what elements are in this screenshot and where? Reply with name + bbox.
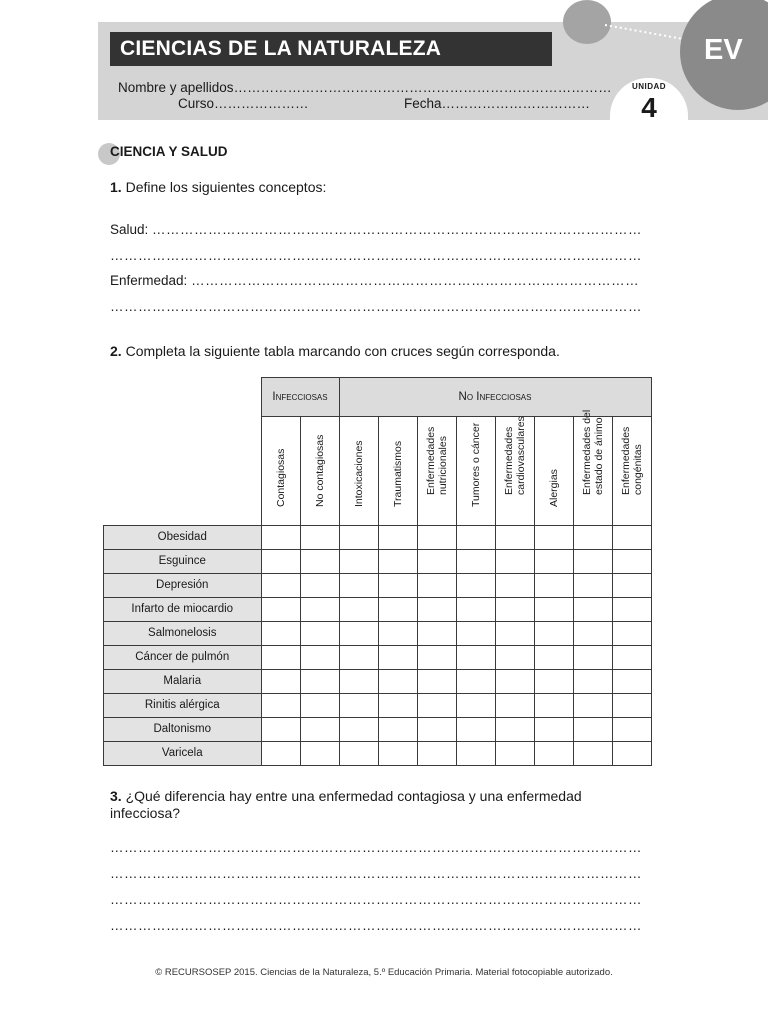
checkbox-cell[interactable] <box>495 622 534 646</box>
salud-dots: …………………………………………………………………………………………… <box>152 222 643 237</box>
name-field[interactable] <box>118 80 612 95</box>
question-1 <box>110 179 326 195</box>
checkbox-cell[interactable] <box>456 694 495 718</box>
checkbox-cell[interactable] <box>261 598 300 622</box>
checkbox-cell[interactable] <box>300 622 339 646</box>
checkbox-cell[interactable] <box>456 526 495 550</box>
checkbox-cell[interactable] <box>534 622 573 646</box>
checkbox-cell[interactable] <box>456 574 495 598</box>
checkbox-cell[interactable] <box>300 694 339 718</box>
checkbox-cell[interactable] <box>261 550 300 574</box>
course-dots: ………………… <box>214 96 309 111</box>
checkbox-cell[interactable] <box>300 670 339 694</box>
checkbox-cell[interactable] <box>573 718 612 742</box>
checkbox-cell[interactable] <box>573 598 612 622</box>
checkbox-cell[interactable] <box>339 622 378 646</box>
checkbox-cell[interactable] <box>261 646 300 670</box>
checkbox-cell[interactable] <box>534 598 573 622</box>
checkbox-cell[interactable] <box>612 742 651 766</box>
checkbox-cell[interactable] <box>378 718 417 742</box>
column-header: Tumores o cáncer <box>456 417 495 526</box>
question-1-number: 1. <box>110 179 122 195</box>
checkbox-cell[interactable] <box>339 718 378 742</box>
table-row <box>104 670 652 694</box>
checkbox-cell[interactable] <box>339 526 378 550</box>
column-header: Traumatismos <box>378 417 417 526</box>
table-corner <box>104 378 262 526</box>
table-row <box>104 646 652 670</box>
checkbox-cell[interactable] <box>378 598 417 622</box>
answer-line[interactable]: …………………………………………………………………………………………………… <box>110 892 642 907</box>
checkbox-cell[interactable] <box>534 670 573 694</box>
checkbox-cell[interactable] <box>339 550 378 574</box>
answer-line-4[interactable] <box>110 299 652 314</box>
table-row <box>104 574 652 598</box>
checkbox-cell[interactable] <box>573 622 612 646</box>
question-3-number: 3. <box>110 788 122 804</box>
enfermedad-label: Enfermedad: <box>110 273 188 288</box>
checkbox-cell[interactable] <box>573 550 612 574</box>
question-1-text: Define los siguientes conceptos: <box>125 179 327 195</box>
checkbox-cell[interactable] <box>300 718 339 742</box>
checkbox-cell[interactable] <box>573 742 612 766</box>
row-label: Daltonismo <box>104 718 262 742</box>
checkbox-cell[interactable] <box>495 718 534 742</box>
checkbox-cell[interactable] <box>612 550 651 574</box>
checkbox-cell[interactable] <box>417 742 456 766</box>
row-label: Depresión <box>104 574 262 598</box>
checkbox-cell[interactable] <box>339 646 378 670</box>
checkbox-cell[interactable] <box>456 622 495 646</box>
checkbox-cell[interactable] <box>534 742 573 766</box>
date-field[interactable] <box>404 96 590 111</box>
row-label: Rinitis alérgica <box>104 694 262 718</box>
line-dots: …………………………………………………………………………………………………… <box>110 248 642 263</box>
checkbox-cell[interactable] <box>573 574 612 598</box>
unit-number: 4 <box>641 92 657 123</box>
table-row <box>104 742 652 766</box>
checkbox-cell[interactable] <box>573 646 612 670</box>
checkbox-cell[interactable] <box>612 526 651 550</box>
decorative-circle <box>563 0 611 44</box>
checkbox-cell[interactable] <box>339 574 378 598</box>
name-dots: ………………………………………………………………………… <box>233 80 612 95</box>
column-header: Alergias <box>534 417 573 526</box>
section-title: CIENCIA Y SALUD <box>110 144 228 159</box>
answer-line-salud[interactable] <box>110 222 652 237</box>
checkbox-cell[interactable] <box>456 742 495 766</box>
checkbox-cell[interactable] <box>612 718 651 742</box>
checkbox-cell[interactable] <box>417 550 456 574</box>
row-label: Malaria <box>104 670 262 694</box>
checkbox-cell[interactable] <box>534 574 573 598</box>
column-header: No contagiosas <box>300 417 339 526</box>
checkbox-cell[interactable] <box>495 550 534 574</box>
group-header-no-infecciosas: No Infecciosas <box>339 378 651 417</box>
column-header: Enfermedades congénitas <box>612 417 651 526</box>
question-3 <box>110 788 650 822</box>
checkbox-cell[interactable] <box>534 646 573 670</box>
checkbox-cell[interactable] <box>456 550 495 574</box>
checkbox-cell[interactable] <box>378 526 417 550</box>
checkbox-cell[interactable] <box>495 598 534 622</box>
name-label: Nombre y apellidos <box>118 80 234 95</box>
group-header-infecciosas: Infecciosas <box>261 378 339 417</box>
checkbox-cell[interactable] <box>378 622 417 646</box>
line-dots: …………………………………………………………………………………………………… <box>110 299 642 314</box>
checkbox-cell[interactable] <box>300 742 339 766</box>
checkbox-cell[interactable] <box>456 598 495 622</box>
checkbox-cell[interactable] <box>534 550 573 574</box>
question-2-text: Completa la siguiente tabla marcando con cruces según corresponda. <box>125 343 560 359</box>
question-2 <box>110 343 560 359</box>
checkbox-cell[interactable] <box>612 646 651 670</box>
row-label: Cáncer de pulmón <box>104 646 262 670</box>
checkbox-cell[interactable] <box>456 646 495 670</box>
checkbox-cell[interactable] <box>300 646 339 670</box>
checkbox-cell[interactable] <box>534 694 573 718</box>
checkbox-cell[interactable] <box>612 598 651 622</box>
checkbox-cell[interactable] <box>300 598 339 622</box>
answer-line-2[interactable] <box>110 248 652 263</box>
checkbox-cell[interactable] <box>612 622 651 646</box>
checkbox-cell[interactable] <box>261 574 300 598</box>
checkbox-cell[interactable] <box>534 718 573 742</box>
row-label: Salmonelosis <box>104 622 262 646</box>
checkbox-cell[interactable] <box>495 646 534 670</box>
checkbox-cell[interactable] <box>417 718 456 742</box>
course-field[interactable] <box>178 96 309 111</box>
row-label: Obesidad <box>104 526 262 550</box>
checkbox-cell[interactable] <box>378 550 417 574</box>
checkbox-cell[interactable] <box>495 742 534 766</box>
table-row <box>104 526 652 550</box>
column-header: Enfermedades nutricionales <box>417 417 456 526</box>
table-row <box>104 550 652 574</box>
answer-line[interactable]: …………………………………………………………………………………………………… <box>110 918 642 933</box>
enfermedad-dots: …………………………………………………………………………………… <box>191 273 640 288</box>
checkbox-cell[interactable] <box>573 694 612 718</box>
checkbox-cell[interactable] <box>300 526 339 550</box>
table-row <box>104 694 652 718</box>
table-row <box>104 718 652 742</box>
answer-line[interactable]: …………………………………………………………………………………………………… <box>110 866 642 881</box>
checkbox-cell[interactable] <box>378 742 417 766</box>
checkbox-cell[interactable] <box>261 694 300 718</box>
checkbox-cell[interactable] <box>261 718 300 742</box>
column-header: Intoxicaciones <box>339 417 378 526</box>
checkbox-cell[interactable] <box>417 574 456 598</box>
footer-copyright: © RECURSOSEP 2015. Ciencias de la Naturaleza, 5.º Educación Primaria. Material fotocopiable autorizado. <box>155 967 613 978</box>
column-header: Contagiosas <box>261 417 300 526</box>
checkbox-cell[interactable] <box>300 550 339 574</box>
checkbox-cell[interactable] <box>495 526 534 550</box>
checkbox-cell[interactable] <box>573 526 612 550</box>
question-2-number: 2. <box>110 343 122 359</box>
disease-table <box>103 377 652 766</box>
checkbox-cell[interactable] <box>417 694 456 718</box>
row-label: Varicela <box>104 742 262 766</box>
checkbox-cell[interactable] <box>417 646 456 670</box>
checkbox-cell[interactable] <box>417 526 456 550</box>
table-row <box>104 598 652 622</box>
checkbox-cell[interactable] <box>495 670 534 694</box>
checkbox-cell[interactable] <box>378 670 417 694</box>
checkbox-cell[interactable] <box>573 670 612 694</box>
column-header: Enfermedades del estado de ánimo <box>573 417 612 526</box>
checkbox-cell[interactable] <box>300 574 339 598</box>
date-dots: …………………………… <box>441 96 591 111</box>
column-header: Enfermedades cardiovasculares <box>495 417 534 526</box>
checkbox-cell[interactable] <box>261 526 300 550</box>
checkbox-cell[interactable] <box>456 718 495 742</box>
checkbox-cell[interactable] <box>612 694 651 718</box>
checkbox-cell[interactable] <box>456 670 495 694</box>
checkbox-cell[interactable] <box>261 670 300 694</box>
unit-label: UNIDAD <box>631 82 667 91</box>
answer-line[interactable]: …………………………………………………………………………………………………… <box>110 840 642 855</box>
question-3-text: ¿Qué diferencia hay entre una enfermedad contagiosa y una enfermedad infecciosa? <box>110 788 582 821</box>
salud-label: Salud: <box>110 222 149 237</box>
checkbox-cell[interactable] <box>417 622 456 646</box>
date-label: Fecha <box>404 96 442 111</box>
checkbox-cell[interactable] <box>495 694 534 718</box>
row-label: Infarto de miocardio <box>104 598 262 622</box>
checkbox-cell[interactable] <box>378 574 417 598</box>
checkbox-cell[interactable] <box>612 574 651 598</box>
checkbox-cell[interactable] <box>339 598 378 622</box>
table-row <box>104 622 652 646</box>
checkbox-cell[interactable] <box>378 694 417 718</box>
checkbox-cell[interactable] <box>339 742 378 766</box>
checkbox-cell[interactable] <box>534 526 573 550</box>
checkbox-cell[interactable] <box>261 742 300 766</box>
course-label: Curso <box>178 96 215 111</box>
checkbox-cell[interactable] <box>612 670 651 694</box>
checkbox-cell[interactable] <box>339 670 378 694</box>
row-label: Esguince <box>104 550 262 574</box>
checkbox-cell[interactable] <box>339 694 378 718</box>
badge-text: EV <box>704 34 743 66</box>
page-title: CIENCIAS DE LA NATURALEZA <box>110 32 552 66</box>
checkbox-cell[interactable] <box>378 646 417 670</box>
checkbox-cell[interactable] <box>417 670 456 694</box>
checkbox-cell[interactable] <box>261 622 300 646</box>
checkbox-cell[interactable] <box>417 598 456 622</box>
answer-line-enfermedad[interactable] <box>110 273 652 288</box>
checkbox-cell[interactable] <box>495 574 534 598</box>
